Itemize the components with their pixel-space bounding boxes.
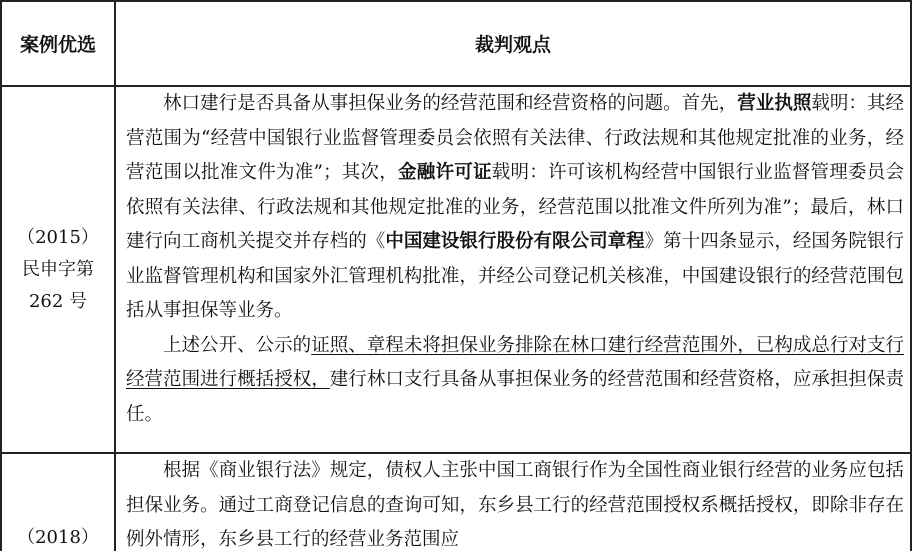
judgment-text-2018 (126, 454, 904, 558)
bold-business-license: 营业执照 (737, 93, 812, 114)
case-cell-2015 (2, 222, 114, 318)
bold-financial-license: 金融许可证 (397, 162, 492, 183)
case-cell-2018 (2, 522, 114, 554)
case-year: （2015） (17, 227, 99, 248)
case-year: （2018） (17, 527, 99, 548)
header-judgment-view (116, 0, 910, 86)
paragraph-2: 上述公开、公示的证照、章程未将担保业务排除在林口建行经营范围外，已构成总行对支行经营范围进行概括授权，建行林口支行具备从事担保业务的经营范围和经营资格，应承担担保责任。 (126, 334, 904, 425)
header-case-selection (2, 0, 114, 86)
underlined-key-finding: 证照、章程未将担保业务排除在林口建行经营范围外，已构成总行对支行经营范围进行概括授权， (126, 334, 904, 390)
case-type: 民申字第 (22, 259, 94, 280)
case-number: 262 号 (28, 291, 88, 312)
paragraph-1: 根据《商业银行法》规定，债权人主张中国工商银行作为全国性商业银行经营的业务应包括担保业务。通过工商登记信息的查询可知，东乡县工行的经营范围授权系概括授权，即除非存在例外情形，东乡县工行的经营业务范围应 (126, 460, 904, 550)
bold-articles-of-association: 中国建设银行股份有限公司章程 (385, 231, 645, 252)
paragraph-1: 林口建行是否具备从事担保业务的经营范围和经营资格的问题。首先，营业执照载明：其经营范围为“经营中国银行业监督管理委员会依照有关法律、行政法规和其他规定批准的业务，经营范围以批准文件为准”；其次，金融许可证载明：许可该机构经营中国银行业监督管理委员会依照有关法律、行政法规和其他规定批准的业务，经营范围以批准文件所列为准”；最后，林口建行向工商机关提交并存档的《中国建设银行股份有限公司章程》第十四条显示，经国务院银行业监督管理机构和国家外汇管理机构批准，并经公司登记机关核准，中国建设银行的经营范围包括从事担保等业务。 (126, 93, 904, 321)
header-case-label: 案例优选 (19, 33, 96, 56)
header-view-label: 裁判观点 (474, 33, 551, 56)
judgment-text-2015 (126, 87, 904, 432)
